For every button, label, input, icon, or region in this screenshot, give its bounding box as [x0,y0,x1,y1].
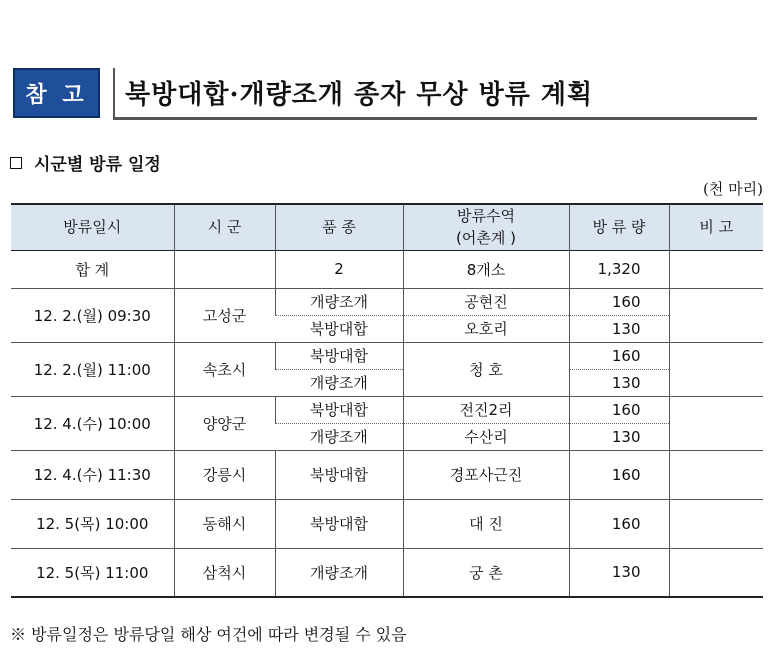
datetime-cell: 12. 4.(수) 11:30 [11,450,174,499]
col-datetime: 방류일시 [11,204,174,250]
unit-label: (천 마리) [703,180,763,198]
amount-cell: 130 [569,315,669,342]
remarks-cell [669,396,763,450]
col-site-title: 방류수역 [457,207,515,226]
species-cell: 북방대합 [275,499,403,548]
region-cell: 동해시 [174,499,275,548]
reference-badge: 참 고 [13,68,100,118]
page-header [13,68,758,120]
species-cell: 개량조개 [275,423,403,450]
amount-cell: 130 [569,548,669,597]
footnote: ※ 방류일정은 방류당일 해상 여건에 따라 변경될 수 있음 [10,625,407,644]
remarks-cell [669,450,763,499]
site-cell: 공현진 [403,288,569,315]
col-amount: 방 류 량 [569,204,669,250]
section-heading [10,150,161,175]
species-cell: 북방대합 [275,396,403,423]
page-title: 북방대합·개량조개 종자 무상 방류 계획 [113,68,757,120]
table-row [11,396,763,423]
amount-cell: 160 [569,288,669,315]
total-site-count: 8개소 [403,250,569,288]
site-cell: 대 진 [403,499,569,548]
col-site [403,204,569,250]
table-header-row [11,204,763,250]
amount-cell: 130 [569,369,669,396]
site-cell: 전진2리 [403,396,569,423]
total-row [11,250,763,288]
species-cell: 북방대합 [275,342,403,369]
region-cell: 속초시 [174,342,275,396]
site-cell: 수산리 [403,423,569,450]
region-cell: 삼척시 [174,548,275,597]
datetime-cell: 12. 5(목) 11:00 [11,548,174,597]
total-region [174,250,275,288]
release-schedule-table [11,203,763,598]
datetime-cell: 12. 5(목) 10:00 [11,499,174,548]
species-cell: 개량조개 [275,369,403,396]
col-species: 품 종 [275,204,403,250]
col-region: 시 군 [174,204,275,250]
table-row [11,342,763,369]
amount-cell: 160 [569,342,669,369]
table-row [11,288,763,315]
region-cell: 양양군 [174,396,275,450]
species-cell: 북방대합 [275,315,403,342]
site-cell: 궁 촌 [403,548,569,597]
remarks-cell [669,288,763,342]
amount-cell: 160 [569,450,669,499]
table-row [11,499,763,548]
site-cell: 오호리 [403,315,569,342]
section-title: 시군별 방류 일정 [34,155,161,175]
species-cell: 개량조개 [275,288,403,315]
total-species-count: 2 [275,250,403,288]
col-site-subtitle: (어촌계 ) [456,229,516,248]
site-cell: 경포사근진 [403,450,569,499]
datetime-cell: 12. 4.(수) 10:00 [11,396,174,450]
col-remarks: 비 고 [669,204,763,250]
remarks-cell [669,499,763,548]
amount-cell: 130 [569,423,669,450]
remarks-cell [669,342,763,396]
species-cell: 북방대합 [275,450,403,499]
table-row [11,548,763,597]
region-cell: 강릉시 [174,450,275,499]
amount-cell: 160 [569,396,669,423]
total-label: 합 계 [11,250,174,288]
remarks-cell [669,548,763,597]
amount-cell: 160 [569,499,669,548]
datetime-cell: 12. 2.(월) 09:30 [11,288,174,342]
total-amount: 1,320 [569,250,669,288]
datetime-cell: 12. 2.(월) 11:00 [11,342,174,396]
region-cell: 고성군 [174,288,275,342]
species-cell: 개량조개 [275,548,403,597]
site-cell: 청 호 [403,342,569,396]
total-remarks [669,250,763,288]
checkbox-bullet-icon [10,157,22,169]
table-row [11,450,763,499]
